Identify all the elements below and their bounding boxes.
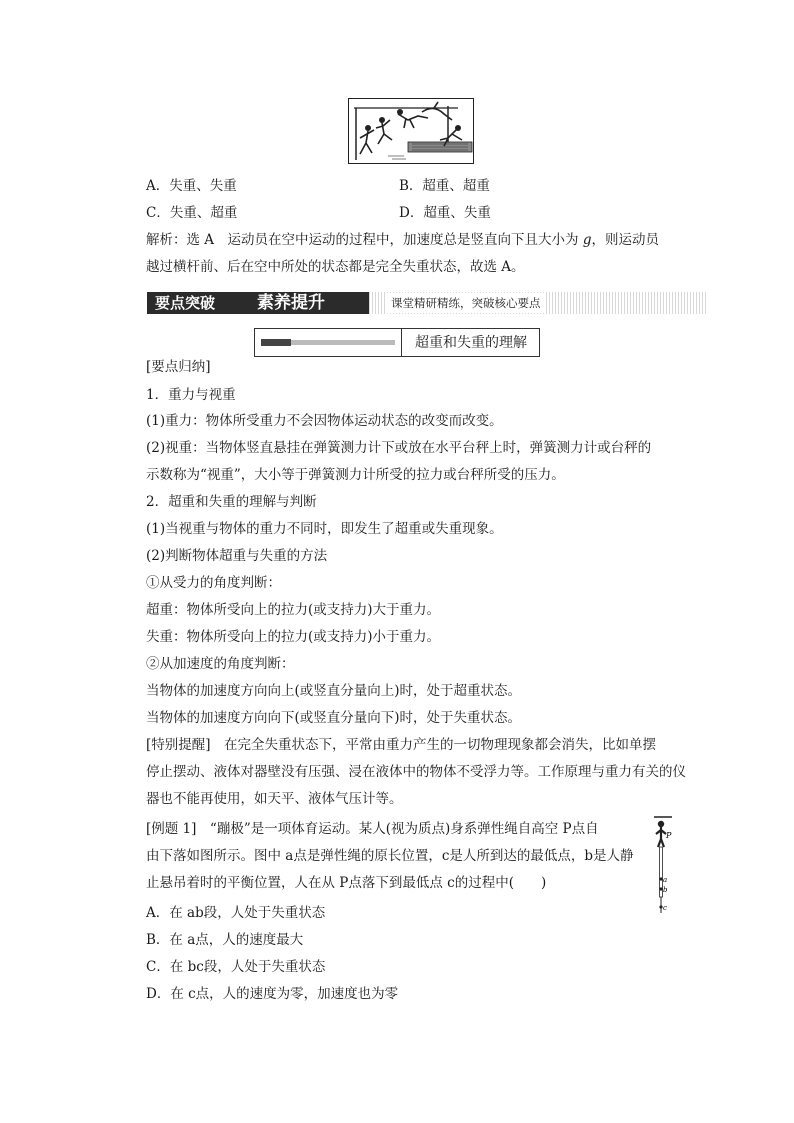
banner-subtitle: 课堂精研精练，突破核心要点: [387, 293, 545, 313]
body-line-16: 停止摆动、液体对器壁没有压强、浸在液体中的物体不受浮力等。工作原理与重力有关的仪: [146, 764, 686, 780]
question-option-c: C．失重、超重: [146, 205, 238, 221]
topic-tag: [261, 339, 291, 346]
topic-title: 超重和失重的理解: [415, 335, 527, 351]
example-line-3: 止悬吊着时的平衡位置，人在从 P点落下到最低点 c的过程中( ): [146, 875, 547, 891]
section-banner-title: [147, 292, 369, 314]
topic-bar: [291, 340, 395, 345]
bungee-label-b: b: [663, 886, 668, 894]
question-option-b: B．超重、超重: [399, 178, 490, 194]
analysis-text: 解析：选 A 运动员在空中运动的过程中，加速度总是竖直向下且大小为: [146, 232, 583, 248]
analysis-line-2: 越过横杆前、后在空中所处的状态都是完全失重状态，故选 A。: [146, 259, 525, 275]
analysis-var-g: g: [582, 232, 592, 248]
example-option-b: B．在 a点，人的速度最大: [146, 932, 304, 948]
question-option-d: D．超重、失重: [399, 205, 491, 221]
analysis-line-1: [146, 230, 659, 250]
body-line-17: 器也不能再使用，如天平、液体气压计等。: [146, 791, 403, 807]
example-line-1: [例题 1] “蹦极”是一项体育运动。某人(视为质点)身系弹性绳自高空 P点自: [146, 821, 599, 837]
body-line-3: (1)重力：物体所受重力不会因物体运动状态的改变而改变。: [146, 413, 503, 429]
question-option-a: A．失重、失重: [146, 178, 237, 194]
body-line-5: 示数称为“视重”，大小等于弹簧测力计所受的拉力或台秤所受的压力。: [146, 467, 565, 483]
body-line-13: 当物体的加速度方向向上(或竖直分量向上)时，处于超重状态。: [146, 683, 522, 699]
example-option-d: D．在 c点，人的速度为零，加速度也为零: [146, 986, 399, 1002]
body-line-15: [特别提醒] 在完全失重状态下，平常由重力产生的一切物理现象都会消失，比如单摆: [146, 737, 657, 753]
topic-box-label-area: [255, 329, 402, 356]
body-line-10: 超重：物体所受向上的拉力(或支持力)大于重力。: [146, 602, 441, 618]
example-line-2: 由下落如图所示。图中 a点是弹性绳的原长位置，c是人所到达的最低点，b是人静: [146, 848, 634, 864]
body-line-9: ①从受力的角度判断：: [146, 575, 281, 591]
topic-box: [254, 328, 540, 357]
body-line-11: 失重：物体所受向上的拉力(或支持力)小于重力。: [146, 629, 441, 645]
bungee-label-p: P: [666, 831, 672, 840]
high-jump-illustration: [348, 98, 474, 164]
body-line-4: (2)视重：当物体竖直悬挂在弹簧测力计下或放在水平台秤上时，弹簧测力计或台秤的: [146, 440, 652, 456]
bungee-diagram: [648, 815, 680, 915]
body-line-1: [要点归纳]: [146, 359, 211, 375]
body-line-12: ②从加速度的角度判断：: [146, 656, 295, 672]
bungee-label-a: a: [663, 876, 668, 884]
body-line-6: 2．超重和失重的理解与判断: [146, 494, 317, 510]
section-banner: [147, 292, 707, 314]
banner-part-2: 素养提升: [257, 293, 325, 313]
analysis-text-end: ，则运动员: [591, 232, 659, 248]
body-line-7: (1)当视重与物体的重力不同时，即发生了超重或失重现象。: [146, 521, 503, 537]
body-line-14: 当物体的加速度方向向下(或竖直分量向下)时，处于失重状态。: [146, 710, 522, 726]
body-line-2: 1．重力与视重: [146, 387, 236, 403]
example-option-a: A．在 ab段，人处于失重状态: [146, 905, 326, 921]
bungee-label-c: c: [663, 904, 667, 912]
banner-part-1: 要点突破: [155, 294, 216, 312]
body-line-8: (2)判断物体超重与失重的方法: [146, 548, 328, 564]
example-option-c: C．在 bc段，人处于失重状态: [146, 959, 326, 975]
